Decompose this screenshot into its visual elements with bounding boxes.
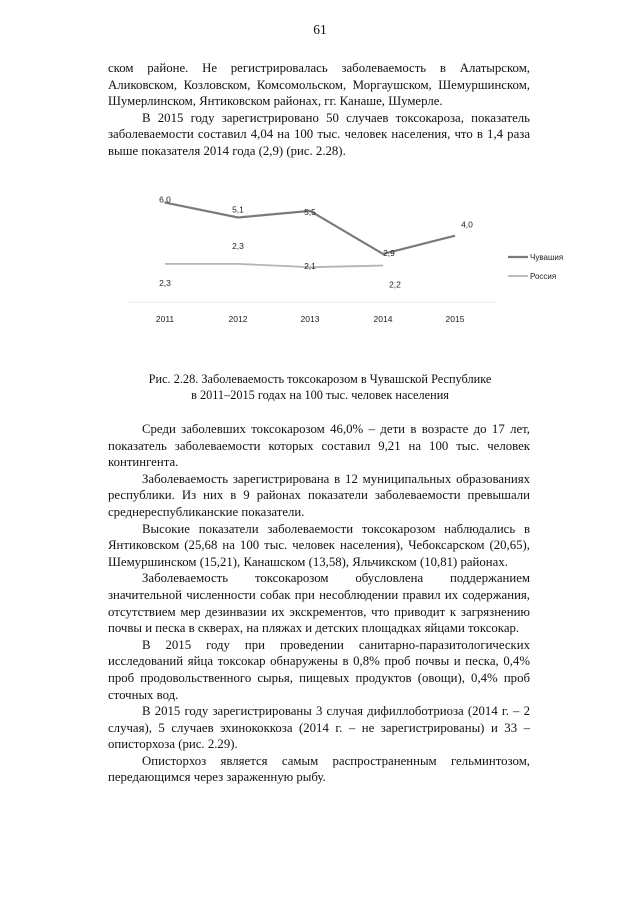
paragraph: Заболеваемость зарегистрирована в 12 муниципальных образованиях республики. Из них в 9 районах показатели заболеваемости превышали среднереспубликанские показатели.: [108, 471, 530, 519]
body-text-top: [108, 60, 530, 160]
paragraph: Высокие показатели заболеваемости токсокарозом наблюдались в Янтиковском (25,68 на 100 тыс. человек населения), Чебоксарском (20,65), Шемуршинском (15,21), Канашском (13,58), Яльчикском (10,81) районах.: [108, 521, 530, 569]
x-tick-label: 2012: [228, 314, 248, 324]
data-label: 2,1: [304, 261, 316, 272]
paragraph: ском районе. Не регистрировалась заболеваемость в Алатырском, Аликовском, Козловском, Комсомольском, Моргаушском, Шемуршинском, Шумерлинском, Янтиковском районах, гг. Канаше, Шумерле.: [108, 61, 530, 109]
legend: [508, 253, 563, 281]
data-label: 4,0: [461, 219, 473, 230]
data-label: 2,3: [232, 240, 244, 251]
legend-label: Чувашия: [530, 253, 564, 262]
caption-line-1: Рис. 2.28. Заболеваемость токсокарозом в Чувашской Республике: [148, 372, 492, 386]
data-label: 2,2: [389, 279, 401, 290]
data-label: 5,1: [232, 204, 244, 215]
series-line-2: [165, 264, 383, 267]
chart-svg: [120, 172, 570, 342]
paragraph: В 2015 году при проведении санитарно-паразитологических исследований яйца токсокар обнаружены в 0,8% проб почвы и песка, 0,4% проб продовольственного сырья, пищевых продуктов (овощи), 0,4% проб сточных вод.: [108, 637, 530, 702]
data-label: 6,0: [159, 194, 171, 205]
data-label: 5,5: [304, 206, 316, 217]
x-tick-labels: [156, 314, 465, 324]
page-number: 61: [313, 22, 327, 37]
legend-label: Россия: [530, 272, 557, 281]
data-label: 2,3: [159, 277, 171, 288]
body-text-bottom: [108, 421, 530, 786]
x-tick-label: 2013: [300, 314, 320, 324]
figure-caption: [0, 372, 640, 403]
paragraph: Описторхоз является самым распространенным гельминтозом, передающимся через зараженную рыбу.: [108, 753, 530, 785]
paragraph: Заболеваемость токсокарозом обусловлена поддержанием значительной численности собак при несоблюдении правил их содержания, отсутствием мер дезинвазии их экскрементов, что приводит к загрязнению почвы и песка в скверах, на пляжах и детских площадках яйцами токсокар.: [108, 571, 530, 636]
caption-line-2: в 2011–2015 годах на 100 тыс. человек населения: [191, 387, 449, 402]
paragraph: В 2015 году зарегистрированы 3 случая дифиллоботриоза (2014 г. – 2 случая), 5 случаев эхинококкоза (2014 г. – не зарегистрированы) и 33 – описторхоза (рис. 2.29).: [108, 704, 530, 752]
data-label: 2,9: [383, 247, 395, 258]
paragraph: Среди заболевших токсокарозом 46,0% – дети в возрасте до 17 лет, показатель заболеваемости которых составил 9,21 на 100 тыс. человек контингента.: [108, 422, 530, 470]
x-tick-label: 2014: [373, 314, 393, 324]
x-tick-label: 2015: [445, 314, 465, 324]
x-tick-label: 2011: [155, 314, 175, 324]
line-chart: [120, 172, 570, 342]
paragraph: В 2015 году зарегистрировано 50 случаев токсокароза, показатель заболеваемости составил 4,04 на 100 тыс. человек населения, что в 1,4 раза выше показателя 2014 года (2,9) (рис. 2.28).: [108, 110, 530, 158]
